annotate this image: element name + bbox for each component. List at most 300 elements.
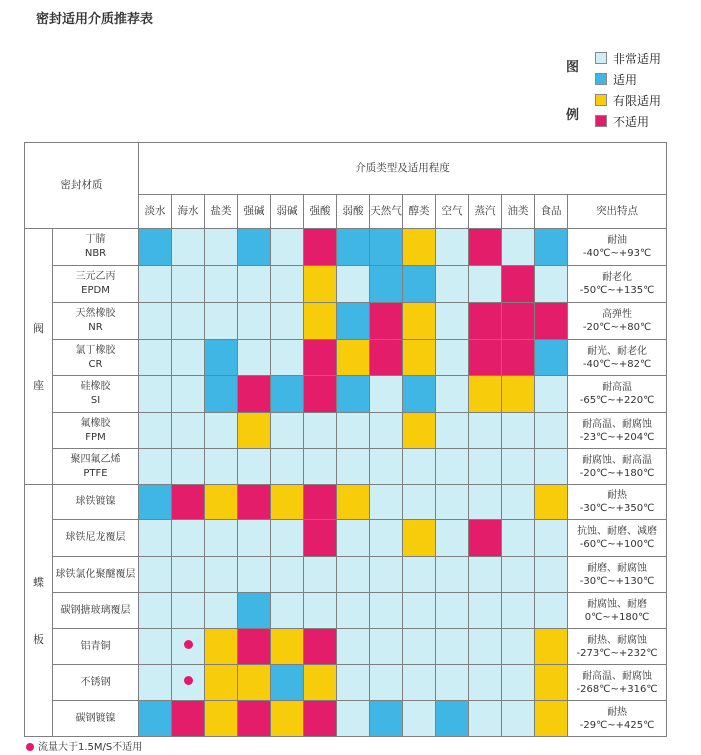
page-title: 密封适用介质推荐表 — [36, 12, 154, 27]
media-header-cell: 油类 — [502, 195, 535, 229]
rating-cell — [139, 629, 172, 665]
rating-cell — [304, 229, 337, 266]
material-cell — [53, 485, 139, 520]
rating-cell — [271, 485, 304, 520]
rating-cell — [469, 557, 502, 593]
rating-cell — [205, 303, 238, 340]
rating-cell — [337, 229, 370, 266]
rating-cell — [139, 557, 172, 593]
rating-cell — [436, 303, 469, 340]
table-row — [25, 557, 667, 593]
group-label-top: 蝶 — [33, 575, 44, 589]
rating-cell — [502, 303, 535, 340]
material-name-line: 天然橡胶 — [75, 308, 116, 319]
rating-cell — [271, 266, 304, 303]
legend-swatch — [595, 94, 607, 106]
material-name-line: PTFE — [83, 467, 108, 479]
rating-cell — [337, 303, 370, 340]
rating-cell — [172, 629, 205, 665]
rating-cell — [139, 229, 172, 266]
rating-cell — [271, 701, 304, 737]
rating-cell — [139, 449, 172, 485]
legend-item-label: 适用 — [613, 73, 638, 87]
rating-cell — [238, 701, 271, 737]
feature-cell — [568, 413, 667, 449]
feature-cell — [568, 485, 667, 520]
rating-cell — [436, 229, 469, 266]
feature-line: 耐热 — [607, 490, 628, 501]
rating-cell — [469, 340, 502, 376]
feature-line: 耐油 — [607, 235, 628, 246]
rating-cell — [403, 557, 436, 593]
rating-cell — [535, 449, 568, 485]
rating-cell — [436, 520, 469, 557]
rating-cell — [337, 629, 370, 665]
rating-cell — [403, 485, 436, 520]
feature-line: 耐老化 — [602, 272, 633, 283]
rating-cell — [139, 376, 172, 413]
feature-line: 高弹性 — [602, 309, 633, 320]
rating-cell — [205, 413, 238, 449]
rating-cell — [502, 520, 535, 557]
rating-cell — [304, 593, 337, 629]
group-label — [25, 229, 53, 485]
rating-cell — [337, 593, 370, 629]
table-row — [25, 701, 667, 737]
rating-cell — [535, 266, 568, 303]
material-name-line: 聚四氟乙烯 — [70, 453, 121, 465]
rating-cell — [172, 557, 205, 593]
rating-cell — [403, 449, 436, 485]
feature-line: -30℃~+350℃ — [579, 503, 655, 514]
media-header-cell: 强碱 — [238, 195, 271, 229]
rating-cell — [370, 303, 403, 340]
rating-cell — [502, 266, 535, 303]
feature-cell — [568, 340, 667, 376]
rating-cell — [271, 449, 304, 485]
rating-cell — [436, 593, 469, 629]
rating-cell — [238, 520, 271, 557]
rating-cell — [370, 629, 403, 665]
media-header-cell: 蒸汽 — [469, 195, 502, 229]
legend-item-label: 不适用 — [613, 115, 650, 129]
rating-cell — [238, 665, 271, 701]
rating-cell — [436, 665, 469, 701]
rating-cell — [502, 376, 535, 413]
rating-cell — [205, 629, 238, 665]
material-cell — [53, 665, 139, 701]
feature-line: -40℃~+93℃ — [582, 248, 652, 259]
feature-line: 耐磨、耐腐蚀 — [587, 562, 648, 574]
table-row — [25, 266, 667, 303]
material-name-line: 碳钢搪玻璃覆层 — [60, 604, 131, 616]
rating-cell — [337, 665, 370, 701]
rating-cell — [370, 266, 403, 303]
rating-cell — [238, 340, 271, 376]
rating-cell — [205, 557, 238, 593]
rating-cell — [535, 701, 568, 737]
rating-cell — [469, 266, 502, 303]
feature-cell — [568, 665, 667, 701]
rating-cell — [403, 303, 436, 340]
rating-cell — [535, 229, 568, 266]
legend-label-bottom: 例 — [566, 108, 580, 123]
media-compatibility-table — [24, 142, 667, 737]
rating-cell — [403, 665, 436, 701]
rating-cell — [502, 629, 535, 665]
rating-cell — [469, 701, 502, 737]
rating-cell — [139, 413, 172, 449]
rating-cell — [337, 701, 370, 737]
rating-cell — [238, 629, 271, 665]
rating-cell — [337, 376, 370, 413]
feature-line: -20℃~+180℃ — [579, 467, 655, 479]
table-row — [25, 520, 667, 557]
group-label — [25, 485, 53, 737]
rating-cell — [469, 665, 502, 701]
rating-cell — [502, 413, 535, 449]
feature-line: 耐热 — [607, 706, 628, 718]
rating-cell — [403, 701, 436, 737]
material-name-line: 氯丁橡胶 — [75, 344, 116, 356]
material-name-line: 铝青铜 — [80, 640, 111, 652]
rating-cell — [502, 593, 535, 629]
rating-cell — [139, 266, 172, 303]
rating-cell — [337, 266, 370, 303]
legend-item-limited — [595, 94, 661, 108]
feature-line: -23℃~+204℃ — [579, 431, 655, 443]
rating-cell — [238, 266, 271, 303]
media-header-cell: 淡水 — [139, 195, 172, 229]
rating-cell — [172, 376, 205, 413]
feature-line: 耐高温、耐腐蚀 — [582, 418, 653, 430]
rating-cell — [535, 485, 568, 520]
footnote — [26, 738, 142, 753]
rating-cell — [304, 665, 337, 701]
feature-line: 耐高温、耐腐蚀 — [582, 670, 653, 682]
rating-cell — [271, 665, 304, 701]
rating-cell — [238, 229, 271, 266]
rating-cell — [337, 557, 370, 593]
rating-cell — [172, 701, 205, 737]
rating-cell — [469, 449, 502, 485]
rating-cell — [535, 593, 568, 629]
rating-cell — [403, 376, 436, 413]
flow-limit-dot-icon — [26, 743, 34, 751]
table-row — [25, 629, 667, 665]
rating-cell — [139, 701, 172, 737]
table-row — [25, 593, 667, 629]
rating-cell — [535, 340, 568, 376]
rating-cell — [304, 340, 337, 376]
rating-cell — [502, 340, 535, 376]
feature-cell — [568, 593, 667, 629]
media-header-cell: 食品 — [535, 195, 568, 229]
rating-cell — [238, 303, 271, 340]
rating-cell — [436, 376, 469, 413]
rating-cell — [436, 413, 469, 449]
rating-cell — [172, 266, 205, 303]
rating-cell — [304, 629, 337, 665]
rating-cell — [436, 701, 469, 737]
feature-line: 耐腐蚀、耐磨 — [587, 598, 648, 610]
feature-line: -40℃~+82℃ — [582, 358, 652, 370]
footnote-text: 流量大于1.5M/S不适用 — [38, 742, 143, 753]
table-body — [25, 229, 667, 737]
feature-line: -50℃~+135℃ — [579, 285, 655, 296]
table-row — [25, 485, 667, 520]
media-header-cell: 弱酸 — [337, 195, 370, 229]
feature-line: -20℃~+80℃ — [582, 322, 652, 333]
rating-cell — [370, 485, 403, 520]
feature-cell — [568, 629, 667, 665]
rating-cell — [370, 340, 403, 376]
rating-cell — [403, 340, 436, 376]
rating-cell — [205, 701, 238, 737]
feature-header: 突出特点 — [568, 195, 667, 229]
rating-cell — [502, 665, 535, 701]
rating-cell — [337, 520, 370, 557]
rating-cell — [469, 303, 502, 340]
rating-cell — [139, 665, 172, 701]
feature-cell — [568, 557, 667, 593]
legend-swatch — [595, 73, 607, 85]
flow-limit-dot-icon — [184, 640, 193, 649]
rating-cell — [139, 303, 172, 340]
feature-cell — [568, 701, 667, 737]
rating-cell — [271, 593, 304, 629]
material-cell — [53, 303, 139, 340]
rating-cell — [139, 340, 172, 376]
rating-cell — [370, 665, 403, 701]
rating-cell — [469, 629, 502, 665]
media-header-cell: 醇类 — [403, 195, 436, 229]
material-cell — [53, 340, 139, 376]
material-cell — [53, 376, 139, 413]
material-cell — [53, 629, 139, 665]
rating-cell — [502, 485, 535, 520]
rating-cell — [271, 629, 304, 665]
feature-cell — [568, 520, 667, 557]
material-header: 密封材质 — [25, 143, 139, 229]
legend-item-suitable — [595, 73, 637, 87]
rating-cell — [337, 413, 370, 449]
media-group-header: 介质类型及适用程度 — [139, 143, 667, 195]
rating-cell — [535, 629, 568, 665]
table-row — [25, 413, 667, 449]
material-name-line: 三元乙丙 — [75, 271, 116, 282]
rating-cell — [139, 593, 172, 629]
feature-line: -65℃~+220℃ — [579, 395, 655, 406]
rating-cell — [403, 629, 436, 665]
rating-cell — [535, 520, 568, 557]
rating-cell — [172, 449, 205, 485]
rating-cell — [436, 485, 469, 520]
rating-cell — [205, 485, 238, 520]
rating-cell — [370, 557, 403, 593]
rating-cell — [502, 701, 535, 737]
rating-cell — [469, 485, 502, 520]
flow-limit-dot-icon — [184, 676, 193, 685]
rating-cell — [304, 376, 337, 413]
rating-cell — [304, 266, 337, 303]
material-cell — [53, 413, 139, 449]
table-row — [25, 229, 667, 266]
rating-cell — [172, 593, 205, 629]
rating-cell — [436, 340, 469, 376]
material-name-line: 氟橡胶 — [80, 417, 111, 429]
rating-cell — [304, 485, 337, 520]
rating-cell — [502, 229, 535, 266]
feature-line: -273℃~+232℃ — [576, 647, 658, 659]
media-header-cell: 海水 — [172, 195, 205, 229]
rating-cell — [205, 229, 238, 266]
rating-cell — [469, 413, 502, 449]
material-name-line: 碳钢镀镍 — [75, 712, 116, 724]
rating-cell — [370, 520, 403, 557]
rating-cell — [304, 303, 337, 340]
rating-cell — [403, 266, 436, 303]
group-label-top: 阀 — [33, 321, 44, 335]
legend-label-top: 图 — [566, 60, 580, 75]
rating-cell — [271, 520, 304, 557]
rating-cell — [172, 303, 205, 340]
rating-cell — [370, 229, 403, 266]
rating-cell — [238, 449, 271, 485]
feature-line: 抗蚀、耐磨、减磨 — [577, 526, 658, 537]
rating-cell — [403, 520, 436, 557]
rating-cell — [502, 449, 535, 485]
feature-line: -29℃~+425℃ — [579, 719, 655, 731]
material-name-line: 球铁尼龙覆层 — [65, 532, 126, 543]
rating-cell — [205, 376, 238, 413]
rating-cell — [172, 665, 205, 701]
group-label-bottom: 座 — [33, 378, 44, 392]
legend-item-label: 有限适用 — [613, 94, 662, 108]
rating-cell — [469, 376, 502, 413]
legend-item-label: 非常适用 — [613, 52, 662, 66]
material-name-line: 球铁氯化聚醚覆层 — [55, 568, 136, 580]
rating-cell — [271, 557, 304, 593]
material-cell — [53, 701, 139, 737]
rating-cell — [271, 340, 304, 376]
rating-cell — [535, 665, 568, 701]
table-row — [25, 303, 667, 340]
feature-line: 0℃~+180℃ — [584, 611, 650, 623]
rating-cell — [370, 449, 403, 485]
rating-cell — [403, 229, 436, 266]
rating-cell — [205, 266, 238, 303]
rating-cell — [304, 520, 337, 557]
rating-cell — [304, 701, 337, 737]
feature-cell — [568, 303, 667, 340]
rating-cell — [370, 413, 403, 449]
rating-cell — [205, 449, 238, 485]
feature-cell — [568, 449, 667, 485]
rating-cell — [370, 376, 403, 413]
legend-item-unsuitable — [595, 115, 649, 129]
table-row — [25, 665, 667, 701]
material-cell — [53, 520, 139, 557]
feature-cell — [568, 266, 667, 303]
feature-line: -30℃~+130℃ — [579, 575, 655, 587]
rating-cell — [172, 340, 205, 376]
material-cell — [53, 229, 139, 266]
media-header-cell: 强酸 — [304, 195, 337, 229]
feature-line: 耐光、耐老化 — [587, 345, 648, 357]
rating-cell — [172, 520, 205, 557]
rating-cell — [205, 340, 238, 376]
media-header-cell: 天然气 — [370, 195, 403, 229]
rating-cell — [535, 376, 568, 413]
rating-cell — [304, 557, 337, 593]
rating-cell — [370, 593, 403, 629]
rating-cell — [436, 266, 469, 303]
material-name-line: NR — [88, 322, 103, 333]
rating-cell — [436, 449, 469, 485]
rating-cell — [271, 303, 304, 340]
rating-cell — [304, 413, 337, 449]
rating-cell — [238, 376, 271, 413]
rating-cell — [469, 229, 502, 266]
table-row — [25, 376, 667, 413]
rating-cell — [469, 593, 502, 629]
feature-line: 耐热、耐腐蚀 — [587, 634, 648, 646]
material-name-line: 丁腈 — [85, 234, 106, 245]
feature-cell — [568, 376, 667, 413]
rating-cell — [238, 413, 271, 449]
table-row — [25, 449, 667, 485]
rating-cell — [337, 449, 370, 485]
material-cell — [53, 449, 139, 485]
legend-swatch — [595, 115, 607, 127]
header-row-top — [25, 143, 667, 195]
material-name-line: FPM — [85, 431, 106, 443]
legend-item-very-suitable — [595, 52, 661, 66]
material-name-line: NBR — [84, 248, 107, 259]
rating-cell — [436, 629, 469, 665]
material-cell — [53, 557, 139, 593]
rating-cell — [271, 413, 304, 449]
table-row — [25, 340, 667, 376]
rating-cell — [304, 449, 337, 485]
rating-cell — [403, 593, 436, 629]
legend-swatch — [595, 52, 607, 64]
media-header-cell: 盐类 — [205, 195, 238, 229]
material-name-line: SI — [90, 395, 101, 406]
rating-cell — [238, 593, 271, 629]
feature-cell — [568, 229, 667, 266]
rating-cell — [205, 520, 238, 557]
rating-cell — [172, 229, 205, 266]
feature-line: 耐腐蚀、耐高温 — [582, 454, 653, 466]
material-name-line: 硅橡胶 — [80, 381, 111, 392]
rating-cell — [238, 485, 271, 520]
rating-cell — [172, 413, 205, 449]
rating-cell — [205, 593, 238, 629]
rating-cell — [238, 557, 271, 593]
rating-cell — [337, 485, 370, 520]
material-name-line: 不锈钢 — [80, 676, 111, 688]
rating-cell — [370, 701, 403, 737]
material-cell — [53, 593, 139, 629]
group-label-bottom: 板 — [33, 632, 44, 646]
rating-cell — [535, 413, 568, 449]
feature-line: -268℃~+316℃ — [576, 683, 658, 695]
media-header-cell: 弱碱 — [271, 195, 304, 229]
material-name-line: 球铁镀镍 — [75, 496, 116, 507]
rating-cell — [271, 376, 304, 413]
